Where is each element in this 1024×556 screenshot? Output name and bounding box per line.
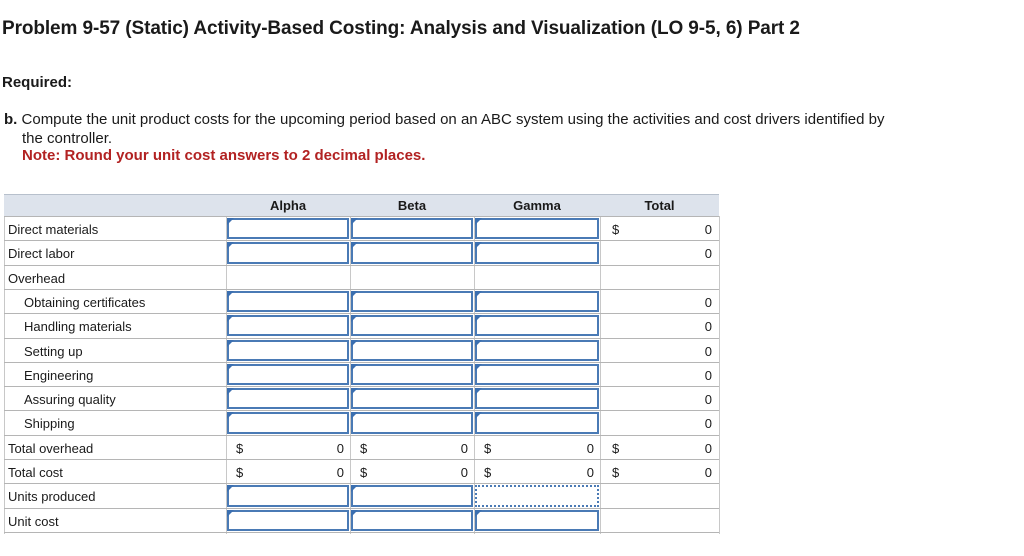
row-divider [4,483,719,484]
units-produced-beta-input[interactable] [351,485,473,506]
handling-materials-gamma-input[interactable] [475,315,599,336]
direct-materials-beta-input[interactable] [351,218,473,239]
obtaining-certificates-beta-input[interactable] [351,291,473,312]
setting-up-alpha-input[interactable] [227,340,349,361]
direct-materials-total-value: 0 [704,222,712,237]
total-cost-alpha-value: 0 [336,465,344,480]
row-divider [4,532,719,533]
row-divider [4,459,719,460]
row-label-unit-cost: Unit cost [8,513,59,529]
row-divider [4,508,719,509]
col-header-beta: Beta [397,198,427,213]
unit-cost-beta-input[interactable] [351,510,473,531]
row-label-engineering: Engineering [24,367,94,383]
row-label-total-overhead: Total overhead [8,440,94,456]
rounding-note: Note: Round your unit cost answers to 2 decimal places. [22,147,426,164]
row-divider [4,265,719,266]
col-header-total: Total [644,198,675,213]
total-overhead-total-value: 0 [704,440,712,456]
handling-materials-total-value: 0 [704,319,712,335]
setting-up-beta-input[interactable] [351,340,473,361]
row-divider [4,289,719,290]
row-label-total-cost: Total cost [8,465,63,480]
total-cost-total-value: 0 [704,465,712,480]
required-heading: Required: [2,74,73,91]
row-divider [4,435,719,436]
col-header-alpha: Alpha [269,198,307,213]
obtaining-certificates-alpha-input[interactable] [227,291,349,312]
total-overhead-gamma-value: 0 [586,440,594,456]
row-label-setting-up: Setting up [24,343,83,359]
row-divider [4,386,719,387]
currency-symbol: $ [484,440,492,456]
question-line-1: Compute the unit product costs for the upcoming period based on an ABC system using the activities and cost drivers identified by [21,111,885,128]
row-divider [4,240,719,241]
direct-materials-gamma-input[interactable] [475,218,599,239]
row-label-direct-materials: Direct materials [8,222,99,237]
col-header-gamma: Gamma [513,198,561,213]
direct-labor-beta-input[interactable] [351,242,473,263]
part-label: b. [4,111,18,128]
direct-labor-gamma-input[interactable] [475,242,599,263]
row-divider [4,313,719,314]
setting-up-gamma-input[interactable] [475,340,599,361]
obtaining-certificates-gamma-input[interactable] [475,291,599,312]
direct-materials-alpha-input[interactable] [227,218,349,239]
question-line-2: the controller. [22,130,113,147]
problem-title: Problem 9-57 (Static) Activity-Based Costing: Analysis and Visualization (LO 9-5, 6) Part 2 [2,18,800,39]
engineering-total-value: 0 [704,367,712,383]
setting-up-total-value: 0 [704,343,712,359]
units-produced-gamma-input[interactable] [475,485,599,506]
handling-materials-beta-input[interactable] [351,315,473,336]
row-label-shipping: Shipping [24,416,75,432]
units-produced-alpha-input[interactable] [227,485,349,506]
question-text [4,110,1004,148]
currency-symbol: $ [612,440,620,456]
total-overhead-alpha-value: 0 [336,440,344,456]
assuring-quality-alpha-input[interactable] [227,388,349,409]
shipping-beta-input[interactable] [351,412,473,433]
shipping-gamma-input[interactable] [475,412,599,433]
total-overhead-beta-value: 0 [460,440,468,456]
total-cost-gamma-value: 0 [586,465,594,480]
obtaining-certificates-total-value: 0 [704,294,712,310]
engineering-beta-input[interactable] [351,364,473,385]
row-divider [4,216,719,217]
row-divider [4,362,719,363]
shipping-alpha-input[interactable] [227,412,349,433]
row-label-assuring-quality: Assuring quality [24,392,116,408]
engineering-alpha-input[interactable] [227,364,349,385]
currency-symbol: $ [612,222,620,237]
row-label-handling-materials: Handling materials [24,319,132,335]
handling-materials-alpha-input[interactable] [227,315,349,336]
currency-symbol: $ [612,465,620,480]
direct-labor-alpha-input[interactable] [227,242,349,263]
row-divider [4,338,719,339]
assuring-quality-total-value: 0 [704,392,712,408]
row-label-obtaining-certificates: Obtaining certificates [24,294,146,310]
direct-labor-total-value: 0 [704,246,712,262]
engineering-gamma-input[interactable] [475,364,599,385]
assuring-quality-beta-input[interactable] [351,388,473,409]
currency-symbol: $ [236,465,244,480]
column-divider [719,216,720,534]
assuring-quality-gamma-input[interactable] [475,388,599,409]
currency-symbol: $ [484,465,492,480]
row-divider [4,410,719,411]
currency-symbol: $ [236,440,244,456]
row-label-units-produced: Units produced [8,489,96,505]
cost-table [4,194,719,534]
currency-symbol: $ [360,440,368,456]
unit-cost-gamma-input[interactable] [475,510,599,531]
currency-symbol: $ [360,465,368,480]
unit-cost-alpha-input[interactable] [227,510,349,531]
total-cost-beta-value: 0 [460,465,468,480]
row-label-overhead: Overhead [8,270,66,286]
shipping-total-value: 0 [704,416,712,432]
row-label-direct-labor: Direct labor [8,246,75,262]
